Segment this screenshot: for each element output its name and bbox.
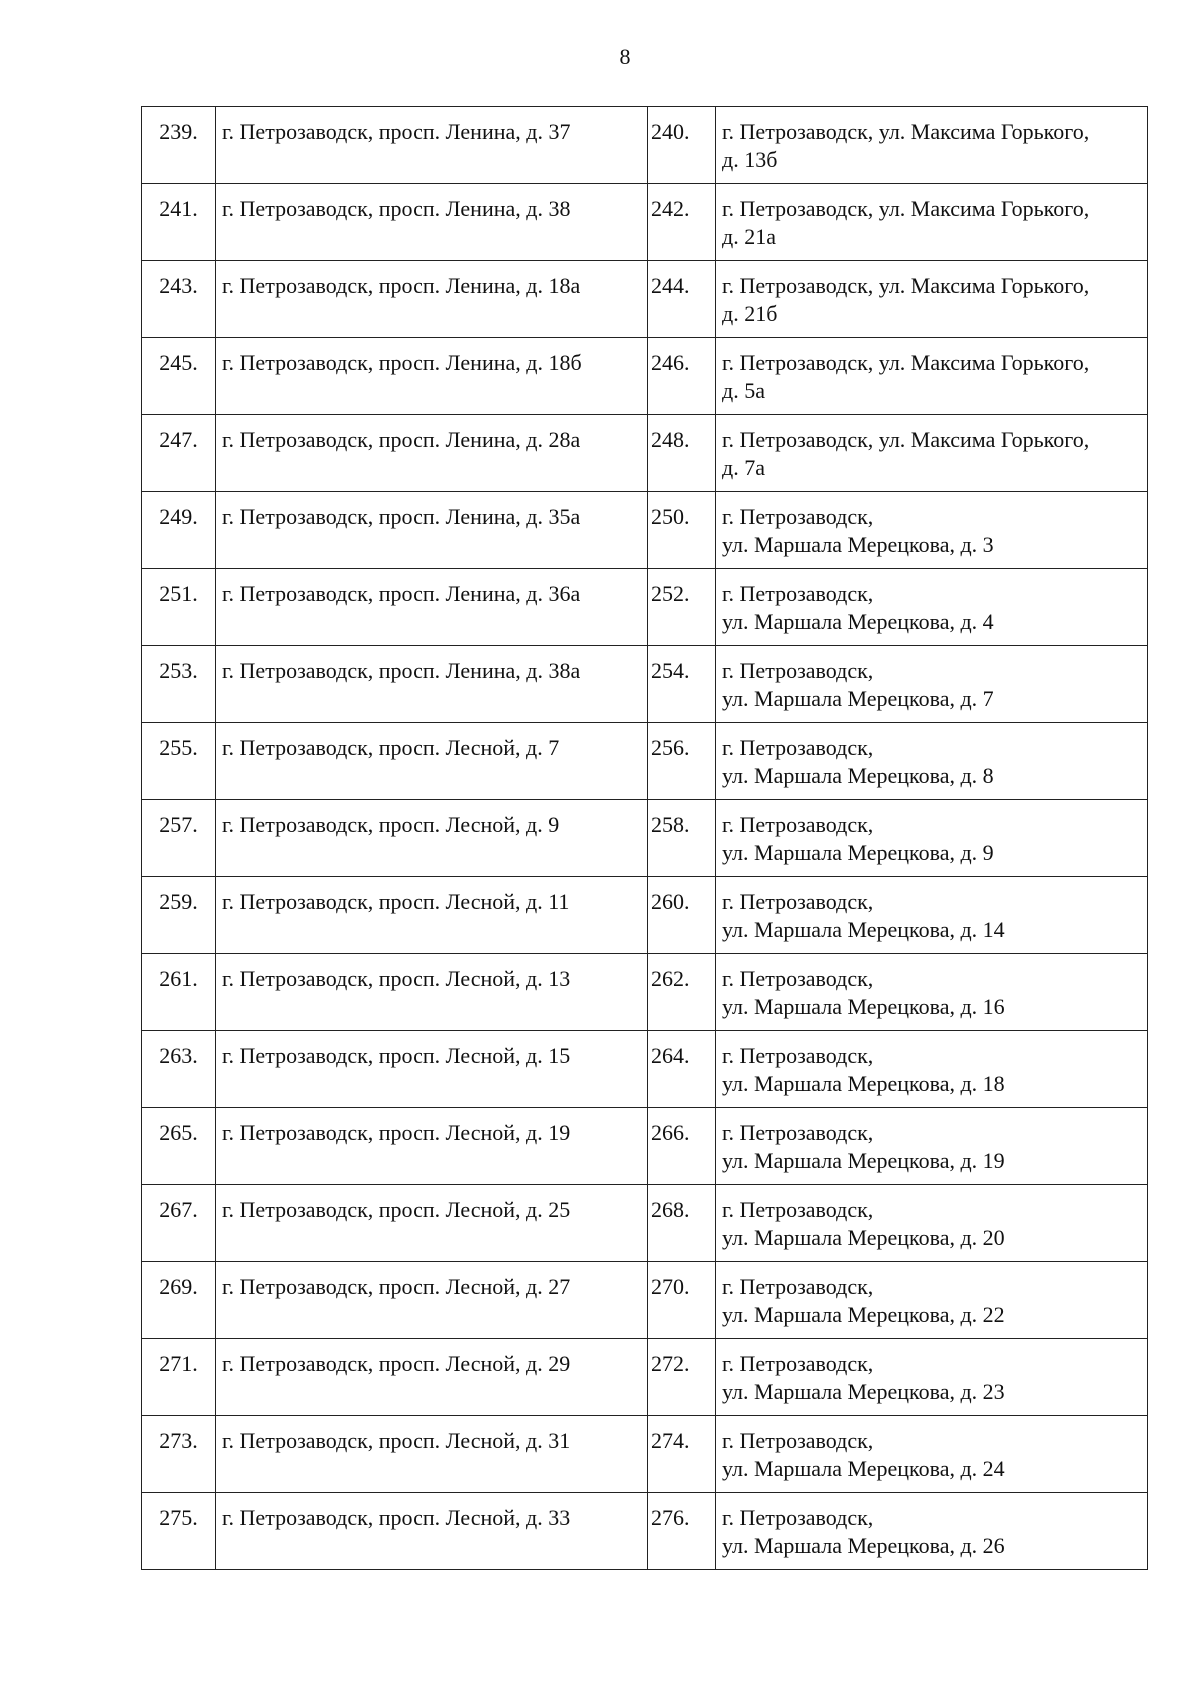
address-line: г. Петрозаводск, [722,1351,874,1376]
item-number-left: 275. [142,1493,216,1570]
item-number-right: 256. [648,723,716,800]
item-number-left: 251. [142,569,216,646]
address-cell-right [716,338,1148,415]
address-cell-right [716,800,1148,877]
address-line: ул. Маршала Мерецкова, д. 23 [722,1379,1005,1404]
item-number-right: 250. [648,492,716,569]
address-cell-right [716,646,1148,723]
address-cell-left [216,877,648,954]
address-line: г. Петрозаводск, просп. Лесной, д. 9 [222,812,560,837]
table-row [142,800,1148,877]
address-cell-left [216,338,648,415]
address-line: г. Петрозаводск, [722,1274,874,1299]
item-number-right: 272. [648,1339,716,1416]
table-row [142,954,1148,1031]
item-number-right: 248. [648,415,716,492]
item-number-left: 259. [142,877,216,954]
table-row [142,877,1148,954]
address-cell-right [716,723,1148,800]
address-line: г. Петрозаводск, [722,1505,874,1530]
item-number-left: 261. [142,954,216,1031]
address-cell-left [216,1108,648,1185]
address-line: ул. Маршала Мерецкова, д. 14 [722,917,1005,942]
address-line: г. Петрозаводск, просп. Лесной, д. 33 [222,1505,571,1530]
address-cell-left [216,261,648,338]
address-line: г. Петрозаводск, [722,581,874,606]
item-number-left: 263. [142,1031,216,1108]
item-number-left: 253. [142,646,216,723]
item-number-left: 239. [142,107,216,184]
table-row [142,1339,1148,1416]
item-number-left: 255. [142,723,216,800]
table-row [142,1108,1148,1185]
address-cell-left [216,107,648,184]
table-row [142,1493,1148,1570]
address-line: г. Петрозаводск, [722,735,874,760]
address-cell-left [216,954,648,1031]
address-line: г. Петрозаводск, ул. Максима Горького, [722,119,1090,144]
item-number-left: 247. [142,415,216,492]
address-line: г. Петрозаводск, просп. Ленина, д. 38а [222,658,581,683]
item-number-right: 274. [648,1416,716,1493]
item-number-right: 254. [648,646,716,723]
address-line: г. Петрозаводск, просп. Лесной, д. 29 [222,1351,571,1376]
address-line: г. Петрозаводск, просп. Ленина, д. 18а [222,273,581,298]
address-cell-left [216,1185,648,1262]
address-cell-right [716,877,1148,954]
address-cell-right [716,1262,1148,1339]
address-line: ул. Маршала Мерецкова, д. 22 [722,1302,1005,1327]
address-cell-left [216,1493,648,1570]
address-line: г. Петрозаводск, просп. Лесной, д. 15 [222,1043,571,1068]
address-line: д. 21а [722,224,776,249]
item-number-right: 264. [648,1031,716,1108]
address-cell-right [716,569,1148,646]
table-row [142,492,1148,569]
item-number-right: 258. [648,800,716,877]
table-row [142,107,1148,184]
address-cell-left [216,1262,648,1339]
address-cell-left [216,1339,648,1416]
address-line: г. Петрозаводск, просп. Лесной, д. 11 [222,889,570,914]
address-cell-right [716,415,1148,492]
item-number-left: 257. [142,800,216,877]
address-line: ул. Маршала Мерецкова, д. 4 [722,609,994,634]
address-line: г. Петрозаводск, [722,1043,874,1068]
address-line: ул. Маршала Мерецкова, д. 9 [722,840,994,865]
table-row [142,723,1148,800]
item-number-left: 267. [142,1185,216,1262]
item-number-right: 244. [648,261,716,338]
address-cell-left [216,415,648,492]
address-cell-right [716,1493,1148,1570]
address-cell-left [216,569,648,646]
item-number-left: 273. [142,1416,216,1493]
address-cell-right [716,261,1148,338]
item-number-right: 242. [648,184,716,261]
address-cell-left [216,800,648,877]
address-cell-left [216,1416,648,1493]
address-line: д. 21б [722,301,778,326]
address-cell-left [216,184,648,261]
address-cell-right [716,954,1148,1031]
table-row [142,1416,1148,1493]
address-line: г. Петрозаводск, просп. Лесной, д. 13 [222,966,571,991]
address-cell-left [216,646,648,723]
address-cell-right [716,107,1148,184]
address-cell-right [716,184,1148,261]
table-row [142,569,1148,646]
table-row [142,184,1148,261]
address-line: д. 7а [722,455,765,480]
address-line: г. Петрозаводск, просп. Лесной, д. 25 [222,1197,571,1222]
address-line: г. Петрозаводск, [722,1197,874,1222]
address-line: г. Петрозаводск, просп. Ленина, д. 38 [222,196,571,221]
item-number-left: 241. [142,184,216,261]
address-line: ул. Маршала Мерецкова, д. 24 [722,1456,1005,1481]
table-row [142,1185,1148,1262]
table-row [142,646,1148,723]
item-number-right: 252. [648,569,716,646]
item-number-right: 266. [648,1108,716,1185]
page-number: 8 [619,44,631,69]
address-cell-right [716,1339,1148,1416]
item-number-right: 268. [648,1185,716,1262]
address-table [141,106,1148,1570]
address-line: ул. Маршала Мерецкова, д. 16 [722,994,1005,1019]
address-cell-left [216,492,648,569]
address-line: г. Петрозаводск, просп. Ленина, д. 37 [222,119,571,144]
address-line: ул. Маршала Мерецкова, д. 19 [722,1148,1005,1173]
address-line: г. Петрозаводск, просп. Лесной, д. 7 [222,735,560,760]
item-number-right: 276. [648,1493,716,1570]
item-number-left: 249. [142,492,216,569]
table-row [142,261,1148,338]
item-number-left: 271. [142,1339,216,1416]
address-line: г. Петрозаводск, просп. Лесной, д. 31 [222,1428,571,1453]
address-line: г. Петрозаводск, [722,1120,874,1145]
address-line: г. Петрозаводск, [722,966,874,991]
item-number-right: 240. [648,107,716,184]
address-line: г. Петрозаводск, [722,504,874,529]
item-number-right: 246. [648,338,716,415]
item-number-right: 262. [648,954,716,1031]
address-line: г. Петрозаводск, ул. Максима Горького, [722,427,1090,452]
item-number-left: 269. [142,1262,216,1339]
address-cell-right [716,1108,1148,1185]
address-cell-right [716,492,1148,569]
address-line: ул. Маршала Мерецкова, д. 8 [722,763,994,788]
address-line: г. Петрозаводск, просп. Ленина, д. 28а [222,427,581,452]
address-line: ул. Маршала Мерецкова, д. 18 [722,1071,1005,1096]
address-line: г. Петрозаводск, ул. Максима Горького, [722,273,1090,298]
item-number-left: 245. [142,338,216,415]
address-cell-left [216,1031,648,1108]
address-line: г. Петрозаводск, ул. Максима Горького, [722,350,1090,375]
address-line: ул. Маршала Мерецкова, д. 3 [722,532,994,557]
address-line: г. Петрозаводск, просп. Ленина, д. 35а [222,504,581,529]
address-line: ул. Маршала Мерецкова, д. 20 [722,1225,1005,1250]
address-cell-left [216,723,648,800]
table-row [142,415,1148,492]
item-number-left: 243. [142,261,216,338]
address-line: г. Петрозаводск, просп. Лесной, д. 27 [222,1274,571,1299]
table-row [142,1031,1148,1108]
address-line: г. Петрозаводск, [722,1428,874,1453]
address-cell-right [716,1031,1148,1108]
address-line: ул. Маршала Мерецкова, д. 7 [722,686,994,711]
address-line: г. Петрозаводск, [722,812,874,837]
address-table-body [142,107,1148,1570]
address-line: д. 13б [722,147,778,172]
address-line: г. Петрозаводск, [722,658,874,683]
address-line: г. Петрозаводск, просп. Ленина, д. 36а [222,581,581,606]
table-row [142,1262,1148,1339]
address-line: г. Петрозаводск, просп. Ленина, д. 18б [222,350,582,375]
table-row [142,338,1148,415]
address-line: ул. Маршала Мерецкова, д. 26 [722,1533,1005,1558]
item-number-right: 260. [648,877,716,954]
address-line: г. Петрозаводск, ул. Максима Горького, [722,196,1090,221]
address-line: г. Петрозаводск, [722,889,874,914]
address-line: г. Петрозаводск, просп. Лесной, д. 19 [222,1120,571,1145]
address-cell-right [716,1185,1148,1262]
item-number-right: 270. [648,1262,716,1339]
address-cell-right [716,1416,1148,1493]
item-number-left: 265. [142,1108,216,1185]
address-line: д. 5а [722,378,765,403]
